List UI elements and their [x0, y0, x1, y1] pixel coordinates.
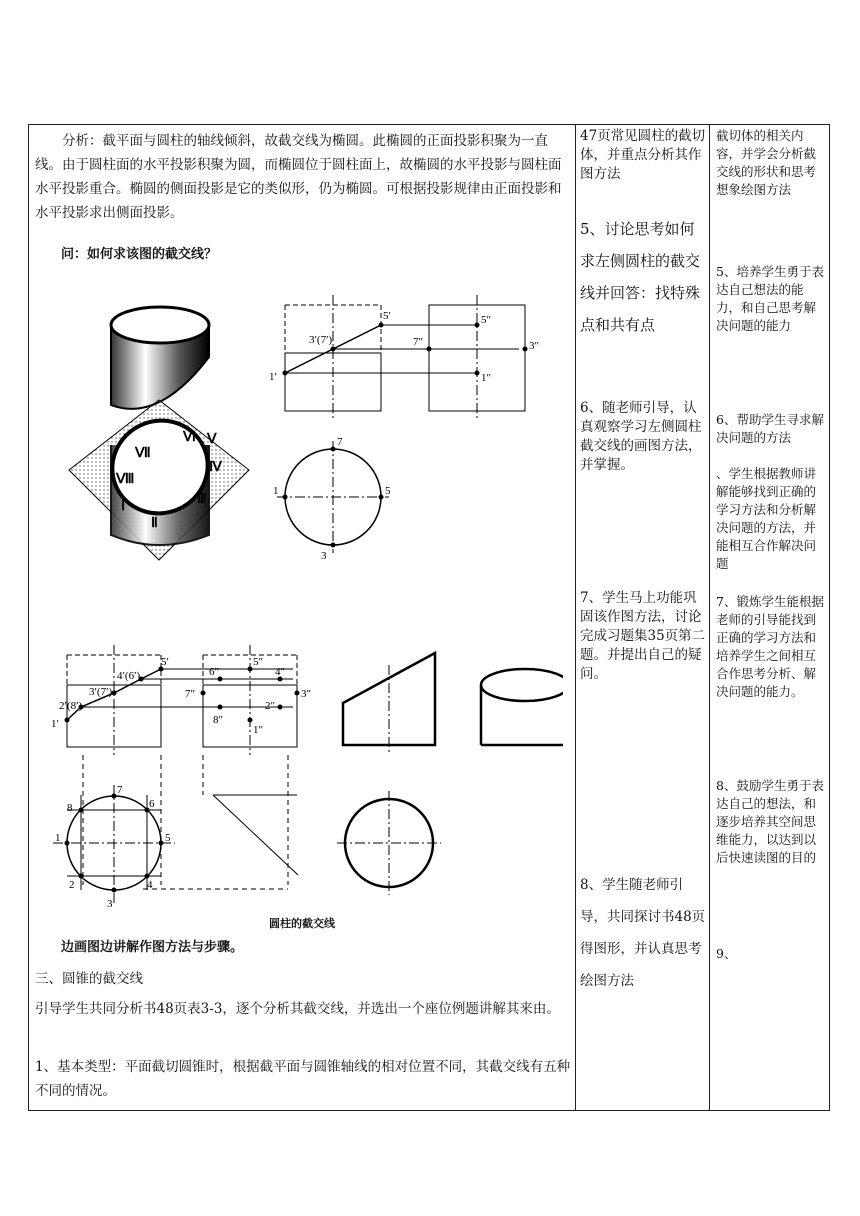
point-label: 8″: [213, 714, 224, 726]
basic-paragraph: 1、基本类型：平面截切圆锥时，根据截平面与圆锥轴线的相对位置不同，其截交线有五种不同的情况。: [35, 1059, 571, 1099]
point-label: 3″: [301, 688, 312, 700]
point-label: 6″: [209, 666, 220, 678]
point-label: 3: [321, 550, 327, 562]
col3-item-6a: 6、帮助学生寻求解决问题的方法: [716, 412, 824, 445]
point-label: 1: [55, 832, 61, 844]
point-label: 4′(6′): [117, 670, 141, 682]
roman-label: Ⅱ: [151, 516, 158, 531]
figure-caption: 圆柱的截交线: [269, 917, 335, 930]
result-views: [337, 653, 563, 895]
roman-label: Ⅲ: [197, 492, 207, 507]
point-label: 1″: [253, 724, 264, 736]
point-label: 3′(7′): [89, 686, 113, 698]
point-label: 5′: [161, 656, 169, 668]
point-label: 5: [165, 832, 171, 844]
point-label: 8: [67, 802, 73, 814]
roman-label: Ⅳ: [209, 460, 222, 475]
col3-item-5: 5、培养学生勇于表达自己想法的能力，和自己思考解决问题的能力: [716, 264, 824, 333]
point-label: 1′: [269, 371, 277, 383]
roman-label: Ⅷ: [116, 472, 135, 487]
roman-label: Ⅰ: [121, 499, 126, 514]
point-label: 1″: [481, 372, 492, 384]
col3-item-7: 7、锻炼学生能根据老师的引导能找到正确的学习方法和培养学生之间相互合作思考分析、解决问题的能力。: [716, 594, 824, 699]
question-text: 问：如何求该图的截交线？: [61, 247, 218, 262]
pictorial-cylinder: [69, 307, 249, 560]
col3-item-9: 9、: [716, 946, 737, 961]
roman-label: Ⅵ: [183, 430, 196, 445]
guide-paragraph: 引导学生共同分析书48页表3-3，逐个分析其截交线，并选出一个座位例题讲解其来由。: [35, 1001, 560, 1017]
column-divider: [709, 125, 710, 1110]
point-label: 2′(8′): [59, 700, 83, 712]
column-divider: [575, 125, 576, 1110]
lesson-table: [28, 124, 830, 1111]
col2-item-5: 5、讨论思考如何求左侧圆柱的截交线并回答：找特殊点和共有点: [580, 220, 701, 334]
roman-label: Ⅶ: [135, 446, 151, 461]
cylinder-figure-1: [59, 285, 559, 585]
point-label: 2: [69, 879, 75, 891]
point-label: 7″: [185, 688, 196, 700]
point-label: 5″: [253, 656, 264, 668]
point-label: 2″: [265, 700, 276, 712]
point-label: 5′: [383, 310, 391, 322]
col3-item-1: 截切体的相关内容，并学会分析截交线的形状和思考想象绘图方法: [716, 128, 817, 197]
point-label: 7: [337, 436, 343, 448]
point-label: 3″: [529, 340, 540, 352]
point-label: 5: [385, 485, 391, 497]
point-label: 1′: [51, 718, 59, 730]
col2-item-8: 8、学生随老师引导，共同探讨书48页得图形，并认真思考绘图方法: [580, 877, 706, 989]
point-label: 4: [147, 879, 153, 891]
explain-text: 边画图边讲解作图方法与步骤。: [61, 940, 244, 955]
cylinder-figure-2: [43, 645, 563, 915]
point-label: 6: [149, 798, 155, 810]
point-label: 7″: [413, 336, 424, 348]
point-label: 3: [107, 898, 113, 910]
point-label: 4″: [275, 666, 286, 678]
front-view-2: [53, 645, 298, 903]
point-label: 1: [273, 485, 279, 497]
col2-item-6: 6、随老师引导，认真观察学习左侧圆柱截交线的画图方法，并掌握。: [580, 400, 702, 473]
col2-item-7: 7、学生马上功能巩固该作图方法，讨论完成习题集35页第二题。并提出自己的疑问。: [580, 590, 706, 682]
analysis-paragraph: 分析：截平面与圆柱的轴线倾斜，故截交线为椭圆。此椭圆的正面投影积聚为一直线。由于圆柱面的水平投影积聚为圆，而椭圆位于圆柱面上，故椭圆的水平投影与圆柱面水平投影重合。椭圆的侧面投影是它的类似形，仍为椭圆。可根据投影规律由正面投影和水平投影求出侧面投影。: [35, 133, 562, 221]
point-label: 3′(7′): [309, 334, 333, 346]
col3-item-6b: 、学生根据教师讲解能够找到正确的学习方法和分析解决问题的方法，并能相互合作解决问题: [716, 466, 817, 571]
roman-label: Ⅴ: [207, 432, 217, 447]
col2-item-1: 47页常见圆柱的截切体，并重点分析其作图方法: [580, 128, 706, 182]
section-title: 三、圆锥的截交线: [35, 971, 143, 987]
point-label: 5″: [481, 314, 492, 326]
point-label: 7: [117, 784, 123, 796]
top-view: [277, 441, 389, 553]
col3-item-8: 8、鼓励学生勇于表达自己的想法，和逐步培养其空间思维能力，以达到以后快速读图的目的: [716, 778, 824, 865]
